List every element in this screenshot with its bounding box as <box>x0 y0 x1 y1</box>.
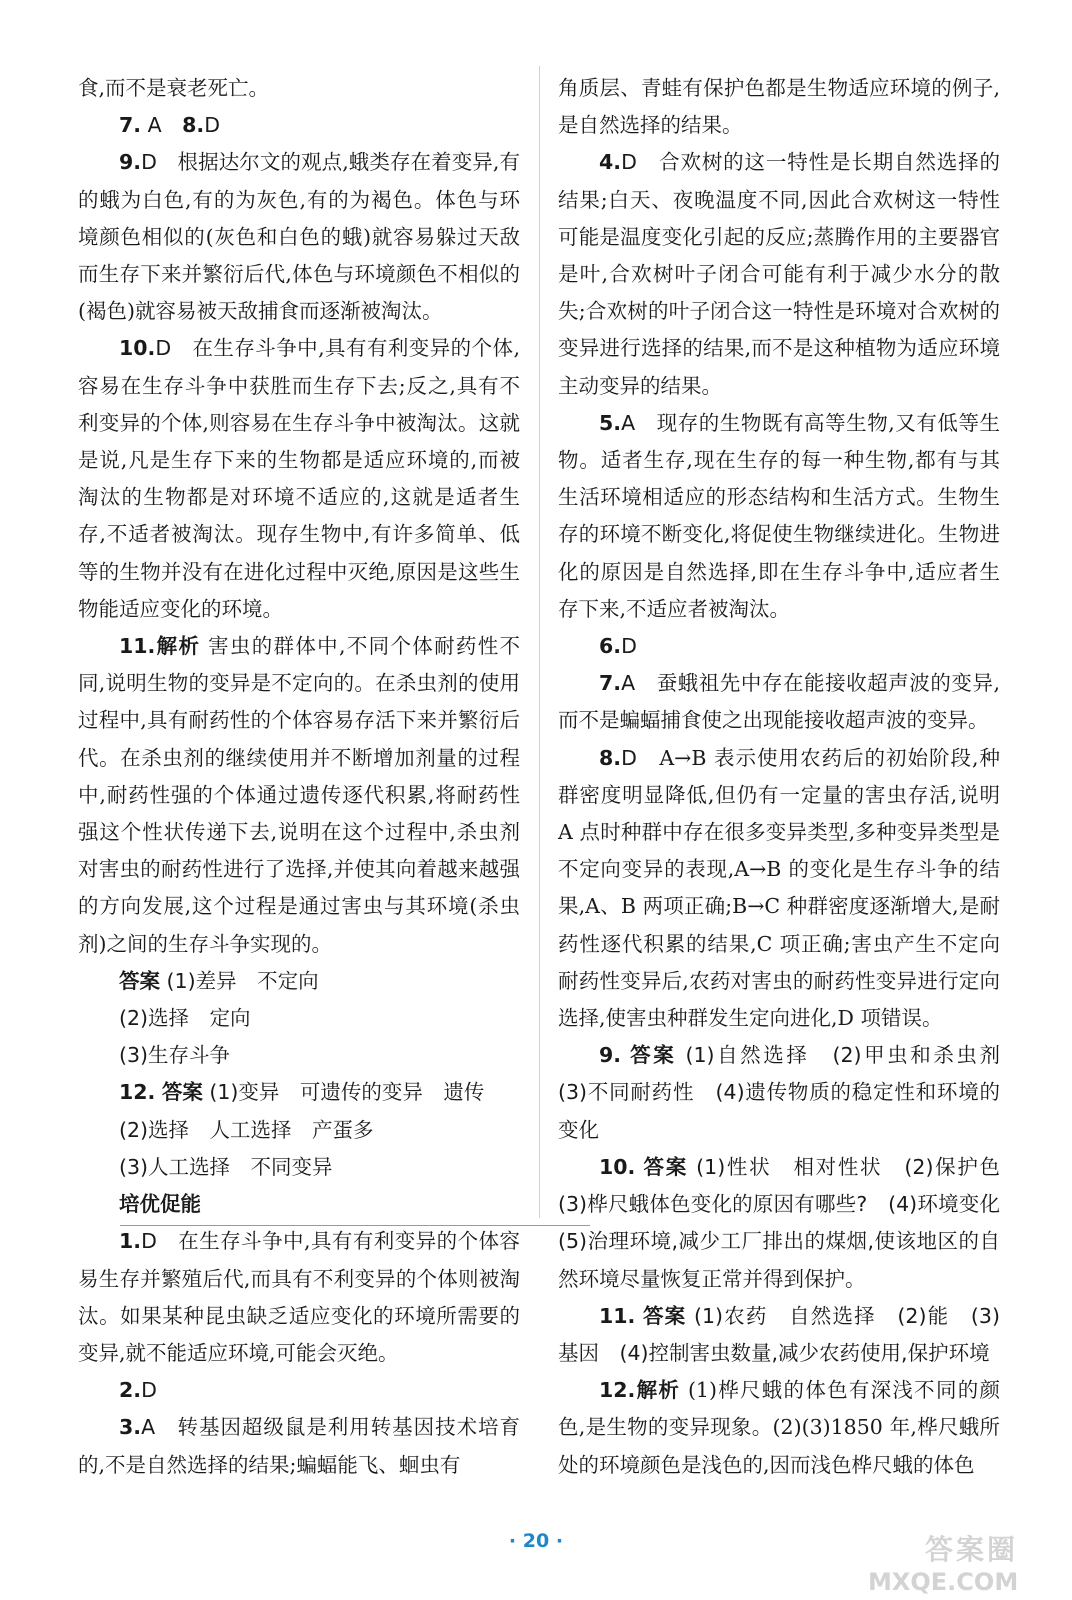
answer-11-line-1: 答案 (1)差异 不定向 <box>119 968 319 993</box>
answer-p5: 5.A 现存的生物既有高等生物,又有低等生物。适者生存,现在生存的每一种生物,都有与其生活环境相适应的形态结构和生活方式。生物生存的环境不断变化,将促使生物继续进化。生物进化的原因是自然选择,即在生存斗争中,适应者生存下来,不适应者被淘汰。 <box>558 410 1001 621</box>
answer-12-line-3: (3)人工选择 不同变异 <box>119 1154 333 1179</box>
answer-7-8: 7. A 8.D <box>119 113 220 138</box>
section-heading: 培优促能 <box>119 1192 201 1217</box>
paragraph: 角质层、青蛙有保护色都是生物适应环境的例子,是自然选择的结果。 <box>558 76 1000 138</box>
answer-12-line-1: 12. 答案 (1)变异 可遗传的变异 遗传 <box>119 1080 485 1105</box>
answer-11-line-3: (3)生存斗争 <box>119 1043 231 1068</box>
column-divider <box>539 66 540 1218</box>
answer-p1: 1.D 在生存斗争中,具有有利变异的个体容易生存并繁殖后代,而具有不利变异的个体则被淘汰。如果某种昆虫缺乏适应变化的环境所需要的变异,就不能适应环境,可能会灭绝。 <box>78 1229 521 1365</box>
answer-11-line-2: (2)选择 定向 <box>119 1006 251 1031</box>
answer-p9: 9. 答案 (1)自然选择 (2)甲虫和杀虫剂 (3)不同耐药性 (4)遗传物质的稳定性和环境的变化 <box>558 1043 1021 1142</box>
answer-p4: 4.D 合欢树的这一特性是长期自然选择的结果;白天、夜晚温度不同,因此合欢树这一特性可能是温度变化引起的反应;蒸腾作用的主要器官是叶,合欢树叶子闭合可能有利于减少水分的散失;合欢树的叶子闭合这一特性是环境对合欢树的变异进行选择的结果,而不是这种植物为适应环境主动变异的结果。 <box>558 150 1001 398</box>
answer-p12: 12.解析 (1)桦尺蛾的体色有深浅不同的颜色,是生物的变异现象。(2)(3)1850 年,桦尺蛾所处的环境颜色是浅色的,因而浅色桦尺蛾的体色 <box>558 1378 1000 1477</box>
answer-p3: 3.A 转基因超级鼠是利用转基因技术培育的,不是自然选择的结果;蝙蝠能飞、蛔虫有 <box>78 1415 521 1477</box>
answer-p6: 6.D <box>599 634 637 659</box>
paragraph: 食,而不是衰老死亡。 <box>78 76 270 100</box>
answer-9: 9.D 根据达尔文的观点,蛾类存在着变异,有的蛾为白色,有的为灰色,有的为褐色。体色与环境颜色相似的(灰色和白色的蛾)就容易躲过天敌而生存下来并繁衍后代,体色与环境颜色不相似的(褐色)就容易被天敌捕食而逐渐被淘汰。 <box>78 150 520 324</box>
watermark-logo: 答案圈 MXQE.COM <box>868 1533 1019 1596</box>
right-column <box>558 70 1021 1484</box>
answer-10: 10.D 在生存斗争中,具有有利变异的个体,容易在生存斗争中获胜而生存下去;反之,具有不利变异的个体,则容易在生存斗争中被淘汰。这就是说,凡是生存下来的生物都是适应环境的,而被淘汰的生物都是对环境不适应的,这就是适者生存,不适者被淘汰。现存生物中,有许多简单、低等的生物并没有在进化过程中灭绝,原因是这些生物能适应变化的环境。 <box>78 336 521 621</box>
answer-11: 11.解析 害虫的群体中,不同个体耐药性不同,说明生物的变异是不定向的。在杀虫剂的使用过程中,具有耐药性的个体容易存活下来并繁衍后代。在杀虫剂的继续使用并不断增加剂量的过程中,耐药性强的个体通过遗传逐代积累,将耐药性强这个性状传递下去,说明在这个过程中,杀虫剂对害虫的耐药性进行了选择,并使其向着越来越强的方向发展,这个过程是通过害虫与其环境(杀虫剂)之间的生存斗争实现的。 <box>78 634 520 956</box>
left-column <box>78 70 520 1484</box>
answer-p10: 10. 答案 (1)性状 相对性状 (2)保护色 (3)桦尺蛾体色变化的原因有哪些? (4)环境变化 (5)治理环境,减少工厂排出的煤烟,使该地区的自然环境尽量恢复正常并得到保护。 <box>558 1154 1021 1291</box>
page-number: · 20 · <box>508 1530 564 1552</box>
answer-p7: 7.A 蚕蛾祖先中存在能接收超声波的变异,而不是蝙蝠捕食使之出现能接收超声波的变异。 <box>558 671 1001 733</box>
answer-p11: 11. 答案 (1)农药 自然选择 (2)能 (3)基因 (4)控制害虫数量,减少农药使用,保护环境 <box>558 1303 1000 1365</box>
answer-p8: 8.D A→B 表示使用农药后的初始阶段,种群密度明显降低,但仍有一定量的害虫存活,说明 A 点时种群中存在很多变异类型,多种变异类型是不定向变异的表现,A→B 的变化是生存斗争的结果,A、B 两项正确;B→C 种群密度逐渐增大,是耐药性逐代积累的结果,C 项正确;害虫产生不定向耐药性变异后,农药对害虫的耐药性变异进行定向选择,使害虫种群发生定向进化,D 项错误。 <box>558 745 1001 1031</box>
answer-p2: 2.D <box>119 1378 157 1403</box>
answer-12-line-2: (2)选择 人工选择 产蛋多 <box>119 1117 374 1142</box>
